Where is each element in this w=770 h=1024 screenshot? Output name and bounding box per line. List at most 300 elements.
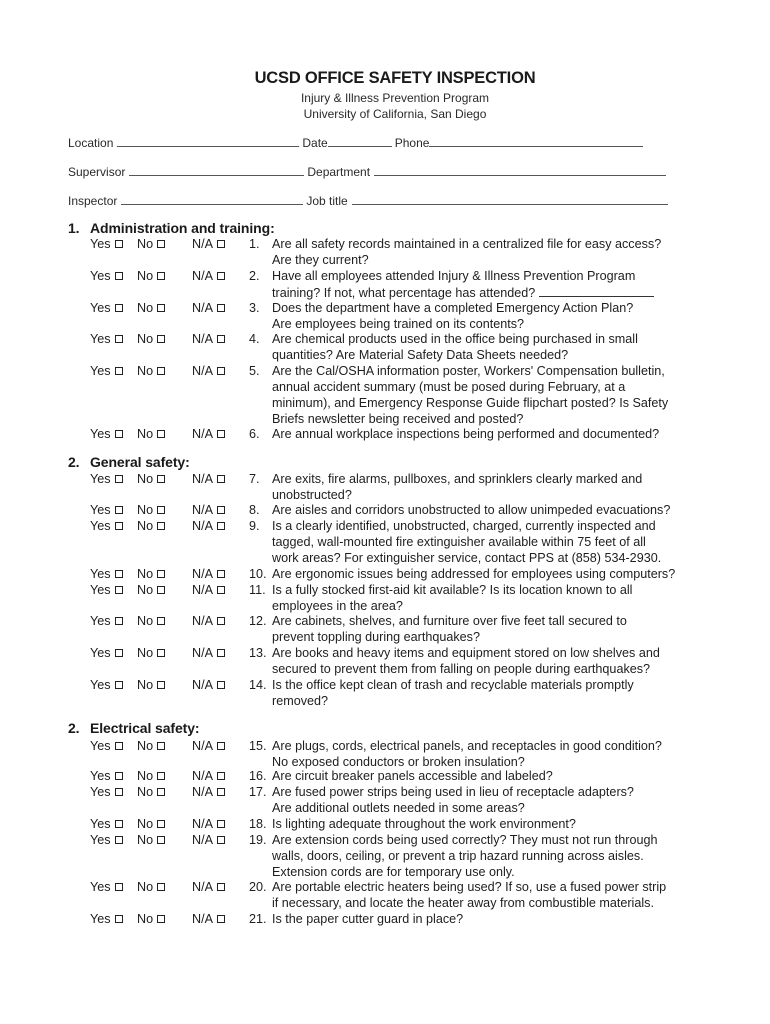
question-line-text: minimum), and Emergency Response Guide flipchart posted? Is Safety (272, 396, 669, 410)
question-text (272, 426, 722, 442)
checkbox-no-icon[interactable] (157, 742, 165, 750)
question-line (272, 911, 722, 927)
date-field[interactable] (328, 134, 392, 147)
question-line-text: Are employees being trained on its contents? (272, 317, 525, 331)
option-yes-label: Yes (90, 739, 111, 753)
checkbox-na-icon[interactable] (217, 788, 225, 796)
question-line (272, 598, 722, 614)
question-line (272, 379, 722, 395)
option-yes-label: Yes (90, 785, 111, 799)
checkbox-yes-icon[interactable] (115, 915, 123, 923)
checkbox-no-icon[interactable] (157, 772, 165, 780)
question-text (272, 236, 722, 268)
question-text (272, 911, 722, 927)
question-line (272, 300, 722, 316)
section-title: Electrical safety: (90, 720, 200, 736)
question-line (272, 347, 722, 363)
checkbox-yes-icon[interactable] (115, 742, 123, 750)
checkbox-na-icon[interactable] (217, 883, 225, 891)
question-line-text: Is lighting adequate throughout the work environment? (272, 817, 576, 831)
checkbox-no-icon[interactable] (157, 586, 165, 594)
question-line (272, 268, 722, 284)
field-row-inspector (68, 192, 671, 208)
question-text (272, 471, 722, 503)
checkbox-no-icon[interactable] (157, 430, 165, 438)
option-na[interactable] (192, 677, 225, 693)
option-no-label: No (137, 237, 154, 251)
checkbox-na-icon[interactable] (217, 742, 225, 750)
option-yes-label: Yes (90, 583, 111, 597)
option-yes-label: Yes (90, 427, 111, 441)
option-no-label: No (137, 301, 154, 315)
option-no[interactable] (137, 613, 165, 629)
checkbox-na-icon[interactable] (217, 570, 225, 578)
checkbox-yes-icon[interactable] (115, 586, 123, 594)
option-na-label: N/A (192, 912, 213, 926)
location-label: Location (68, 136, 114, 150)
option-yes-label: Yes (90, 519, 111, 533)
option-yes[interactable] (90, 879, 123, 895)
question-number: 7. (249, 472, 260, 486)
question-line (272, 502, 722, 518)
question-line (272, 331, 722, 347)
option-no-label: No (137, 332, 154, 346)
checkbox-na-icon[interactable] (217, 335, 225, 343)
inspector-field[interactable] (121, 192, 303, 205)
question-line-text: Is a clearly identified, unobstructed, charged, currently inspected and (272, 519, 656, 533)
question-line (272, 395, 722, 411)
option-na[interactable] (192, 502, 225, 518)
checkbox-no-icon[interactable] (157, 475, 165, 483)
checkbox-na-icon[interactable] (217, 649, 225, 657)
checkbox-na-icon[interactable] (217, 367, 225, 375)
question-number: 21. (249, 912, 267, 926)
checkbox-no-icon[interactable] (157, 836, 165, 844)
question-line-text: Are ergonomic issues being addressed for employees using computers? (272, 567, 676, 581)
option-yes[interactable] (90, 738, 123, 754)
option-na[interactable] (192, 816, 225, 832)
question-line-text: No exposed conductors or broken insulation? (272, 755, 525, 769)
option-yes-label: Yes (90, 880, 111, 894)
question-text (272, 784, 722, 816)
question-line-text: unobstructed? (272, 488, 352, 502)
question-number: 12. (249, 614, 267, 628)
option-yes[interactable] (90, 832, 123, 848)
section-heading (68, 720, 199, 736)
option-yes-label: Yes (90, 269, 111, 283)
option-na[interactable] (192, 268, 225, 284)
checkbox-no-icon[interactable] (157, 820, 165, 828)
checkbox-yes-icon[interactable] (115, 430, 123, 438)
question-line (272, 252, 722, 268)
option-na-label: N/A (192, 678, 213, 692)
option-na-label: N/A (192, 614, 213, 628)
checkbox-na-icon[interactable] (217, 586, 225, 594)
checkbox-yes-icon[interactable] (115, 772, 123, 780)
option-na[interactable] (192, 768, 225, 784)
field-row-location (68, 134, 646, 150)
option-na-label: N/A (192, 880, 213, 894)
option-na-label: N/A (192, 364, 213, 378)
question-line (272, 879, 722, 895)
option-no[interactable] (137, 645, 165, 661)
checkbox-yes-icon[interactable] (115, 570, 123, 578)
question-line (272, 236, 722, 252)
question-line (272, 550, 722, 566)
option-na[interactable] (192, 236, 225, 252)
checkbox-na-icon[interactable] (217, 240, 225, 248)
option-no[interactable] (137, 911, 165, 927)
option-no[interactable] (137, 566, 165, 582)
option-no-label: No (137, 614, 154, 628)
option-yes[interactable] (90, 566, 123, 582)
question-line (272, 426, 722, 442)
checkbox-na-icon[interactable] (217, 772, 225, 780)
option-no-label: No (137, 567, 154, 581)
checkbox-no-icon[interactable] (157, 240, 165, 248)
option-no[interactable] (137, 677, 165, 693)
checkbox-no-icon[interactable] (157, 367, 165, 375)
question-line (272, 645, 722, 661)
question-line (272, 534, 722, 550)
option-no[interactable] (137, 784, 165, 800)
question-line-text: if necessary, and locate the heater away from combustible materials. (272, 896, 654, 910)
checkbox-na-icon[interactable] (217, 506, 225, 514)
option-no[interactable] (137, 236, 165, 252)
option-no-label: No (137, 364, 154, 378)
question-line-text: Are fused power strips being used in lieu of receptacle adapters? (272, 785, 634, 799)
checkbox-yes-icon[interactable] (115, 475, 123, 483)
option-no-label: No (137, 833, 154, 847)
option-yes-label: Yes (90, 503, 111, 517)
question-line-text: Extension cords are for temporary use only. (272, 865, 515, 879)
option-yes[interactable] (90, 816, 123, 832)
question-line-text: Are exits, fire alarms, pullboxes, and sprinklers clearly marked and (272, 472, 643, 486)
department-label: Department (307, 165, 371, 179)
option-na[interactable] (192, 582, 225, 598)
option-yes[interactable] (90, 645, 123, 661)
option-na[interactable] (192, 566, 225, 582)
checkbox-na-icon[interactable] (217, 522, 225, 530)
option-na[interactable] (192, 518, 225, 534)
question-line (272, 864, 722, 880)
option-no[interactable] (137, 816, 165, 832)
question-line (272, 816, 722, 832)
checkbox-yes-icon[interactable] (115, 335, 123, 343)
field-row-supervisor (68, 163, 669, 179)
option-no[interactable] (137, 768, 165, 784)
question-number: 14. (249, 678, 267, 692)
option-no[interactable] (137, 471, 165, 487)
checkbox-na-icon[interactable] (217, 304, 225, 312)
option-no[interactable] (137, 268, 165, 284)
option-na[interactable] (192, 331, 225, 347)
option-na[interactable] (192, 911, 225, 927)
checkbox-no-icon[interactable] (157, 272, 165, 280)
option-yes-label: Yes (90, 614, 111, 628)
checkbox-na-icon[interactable] (217, 915, 225, 923)
option-no[interactable] (137, 832, 165, 848)
checkbox-na-icon[interactable] (217, 836, 225, 844)
date-label: Date (302, 136, 328, 150)
option-na[interactable] (192, 300, 225, 316)
option-na-label: N/A (192, 567, 213, 581)
job-title-label: Job title (306, 194, 348, 208)
checkbox-na-icon[interactable] (217, 681, 225, 689)
question-line-text: Are all safety records maintained in a centralized file for easy access? (272, 237, 662, 251)
option-na-label: N/A (192, 785, 213, 799)
question-text (272, 502, 722, 518)
option-no-label: No (137, 503, 154, 517)
question-line-text: Are books and heavy items and equipment stored on low shelves and (272, 646, 660, 660)
option-no[interactable] (137, 518, 165, 534)
question-number: 20. (249, 880, 267, 894)
option-na-label: N/A (192, 817, 213, 831)
option-na-label: N/A (192, 833, 213, 847)
option-no-label: No (137, 269, 154, 283)
option-na[interactable] (192, 879, 225, 895)
option-na-label: N/A (192, 301, 213, 315)
option-no[interactable] (137, 879, 165, 895)
question-number: 16. (249, 769, 267, 783)
option-no-label: No (137, 583, 154, 597)
checkbox-no-icon[interactable] (157, 617, 165, 625)
option-yes[interactable] (90, 426, 123, 442)
question-text (272, 363, 722, 427)
option-no[interactable] (137, 300, 165, 316)
question-line (272, 518, 722, 534)
option-no-label: No (137, 646, 154, 660)
question-line (272, 284, 722, 301)
option-na-label: N/A (192, 332, 213, 346)
question-line (272, 613, 722, 629)
question-number: 18. (249, 817, 267, 831)
option-na[interactable] (192, 471, 225, 487)
question-line-text: Are aisles and corridors unobstructed to allow unimpeded evacuations? (272, 503, 671, 517)
option-no[interactable] (137, 363, 165, 379)
option-na[interactable] (192, 645, 225, 661)
question-line (272, 363, 722, 379)
question-line (272, 677, 722, 693)
question-line-text: Are circuit breaker panels accessible and labeled? (272, 769, 553, 783)
question-line-text: Are cabinets, shelves, and furniture over five feet tall secured to (272, 614, 627, 628)
checkbox-yes-icon[interactable] (115, 272, 123, 280)
question-line (272, 487, 722, 503)
option-na-label: N/A (192, 237, 213, 251)
option-no-label: No (137, 769, 154, 783)
option-yes[interactable] (90, 784, 123, 800)
checkbox-no-icon[interactable] (157, 335, 165, 343)
question-number: 19. (249, 833, 267, 847)
supervisor-field[interactable] (129, 163, 304, 176)
checkbox-na-icon[interactable] (217, 820, 225, 828)
option-yes-label: Yes (90, 237, 111, 251)
location-field[interactable] (117, 134, 299, 147)
option-yes[interactable] (90, 502, 123, 518)
option-no-label: No (137, 472, 154, 486)
question-text (272, 582, 722, 614)
option-no[interactable] (137, 426, 165, 442)
question-line-text: Briefs newsletter being received and posted? (272, 412, 524, 426)
option-yes[interactable] (90, 363, 123, 379)
question-line-text: Is a fully stocked first-aid kit available? Is its location known to all (272, 583, 633, 597)
question-line-text: prevent toppling during earthquakes? (272, 630, 480, 644)
section-title: General safety: (90, 454, 190, 470)
question-line-text: quantities? Are Material Safety Data Sheets needed? (272, 348, 569, 362)
option-yes[interactable] (90, 768, 123, 784)
checkbox-yes-icon[interactable] (115, 367, 123, 375)
inspector-label: Inspector (68, 194, 118, 208)
question-text (272, 268, 722, 301)
question-number: 6. (249, 427, 260, 441)
option-yes-label: Yes (90, 567, 111, 581)
question-line-text: Are chemical products used in the office being purchased in small (272, 332, 638, 346)
option-na[interactable] (192, 832, 225, 848)
option-na-label: N/A (192, 427, 213, 441)
checkbox-na-icon[interactable] (217, 475, 225, 483)
option-no[interactable] (137, 331, 165, 347)
question-line-text: Is the office kept clean of trash and recyclable materials promptly (272, 678, 634, 692)
question-text (272, 300, 722, 332)
percentage-attended-field[interactable] (539, 284, 654, 297)
question-line-text: Are annual workplace inspections being performed and documented? (272, 427, 660, 441)
department-field[interactable] (374, 163, 666, 176)
question-line-text: work areas? For extinguisher service, contact PPS at (858) 534-2930. (272, 551, 662, 565)
checkbox-no-icon[interactable] (157, 570, 165, 578)
question-line-text: annual accident summary (must be posed during February, at a (272, 380, 626, 394)
question-line (272, 316, 722, 332)
checkbox-no-icon[interactable] (157, 506, 165, 514)
option-yes[interactable] (90, 331, 123, 347)
option-no-label: No (137, 519, 154, 533)
question-line-text: employees in the area? (272, 599, 403, 613)
checkbox-yes-icon[interactable] (115, 883, 123, 891)
section-number: 2. (68, 720, 80, 736)
option-na[interactable] (192, 613, 225, 629)
question-line (272, 800, 722, 816)
question-line (272, 693, 722, 709)
checkbox-yes-icon[interactable] (115, 649, 123, 657)
question-text (272, 331, 722, 363)
checkbox-no-icon[interactable] (157, 649, 165, 657)
option-no-label: No (137, 817, 154, 831)
section-heading (68, 454, 190, 470)
question-line (272, 661, 722, 677)
question-text (272, 832, 722, 880)
option-yes[interactable] (90, 677, 123, 693)
option-yes-label: Yes (90, 769, 111, 783)
section-heading (68, 220, 275, 236)
question-line-text: Have all employees attended Injury & Illness Prevention Program (272, 269, 636, 283)
question-line (272, 895, 722, 911)
option-no[interactable] (137, 582, 165, 598)
question-text (272, 566, 722, 582)
option-na-label: N/A (192, 739, 213, 753)
option-yes[interactable] (90, 300, 123, 316)
question-number: 3. (249, 301, 260, 315)
checkbox-yes-icon[interactable] (115, 240, 123, 248)
option-na[interactable] (192, 363, 225, 379)
checkbox-yes-icon[interactable] (115, 681, 123, 689)
option-yes[interactable] (90, 613, 123, 629)
option-yes[interactable] (90, 268, 123, 284)
job-title-field[interactable] (352, 192, 668, 205)
question-line-text: walls, doors, ceiling, or prevent a trip hazard running across aisles. (272, 849, 644, 863)
checkbox-na-icon[interactable] (217, 617, 225, 625)
option-yes[interactable] (90, 471, 123, 487)
question-text (272, 518, 722, 566)
question-number: 11. (249, 583, 266, 597)
question-number: 1. (249, 237, 260, 251)
question-line (272, 566, 722, 582)
question-line (272, 848, 722, 864)
checkbox-yes-icon[interactable] (115, 304, 123, 312)
program-subtitle: Injury & Illness Prevention Program (300, 91, 490, 105)
option-na[interactable] (192, 784, 225, 800)
checkbox-yes-icon[interactable] (115, 820, 123, 828)
option-na-label: N/A (192, 583, 213, 597)
question-line (272, 471, 722, 487)
question-line (272, 411, 722, 427)
question-text (272, 879, 722, 911)
checkbox-no-icon[interactable] (157, 304, 165, 312)
option-yes-label: Yes (90, 332, 111, 346)
question-line-text: Are the Cal/OSHA information poster, Workers' Compensation bulletin, (272, 364, 665, 378)
checkbox-no-icon[interactable] (157, 788, 165, 796)
question-number: 17. (249, 785, 267, 799)
checkbox-yes-icon[interactable] (115, 522, 123, 530)
checkbox-yes-icon[interactable] (115, 617, 123, 625)
checkbox-na-icon[interactable] (217, 430, 225, 438)
question-number: 15. (249, 739, 267, 753)
option-na-label: N/A (192, 646, 213, 660)
phone-field[interactable] (429, 134, 643, 147)
option-no-label: No (137, 739, 154, 753)
checkbox-no-icon[interactable] (157, 681, 165, 689)
checkbox-no-icon[interactable] (157, 883, 165, 891)
checkbox-no-icon[interactable] (157, 915, 165, 923)
question-line-text: training? If not, what percentage has attended? (272, 286, 536, 300)
checkbox-yes-icon[interactable] (115, 836, 123, 844)
option-yes[interactable] (90, 518, 123, 534)
checkbox-yes-icon[interactable] (115, 506, 123, 514)
option-na-label: N/A (192, 472, 213, 486)
option-yes[interactable] (90, 582, 123, 598)
option-yes-label: Yes (90, 364, 111, 378)
option-yes[interactable] (90, 911, 123, 927)
question-line-text: Are extension cords being used correctly? They must not run through (272, 833, 658, 847)
question-line-text: Are plugs, cords, electrical panels, and receptacles in good condition? (272, 739, 662, 753)
checkbox-no-icon[interactable] (157, 522, 165, 530)
option-na-label: N/A (192, 769, 213, 783)
question-line (272, 784, 722, 800)
option-no[interactable] (137, 502, 165, 518)
option-no-label: No (137, 912, 154, 926)
option-no-label: No (137, 785, 154, 799)
checkbox-na-icon[interactable] (217, 272, 225, 280)
checkbox-yes-icon[interactable] (115, 788, 123, 796)
option-no-label: No (137, 427, 154, 441)
option-no[interactable] (137, 738, 165, 754)
question-text (272, 768, 722, 784)
option-yes[interactable] (90, 236, 123, 252)
option-na[interactable] (192, 738, 225, 754)
option-yes-label: Yes (90, 301, 111, 315)
question-line-text: Are they current? (272, 253, 369, 267)
option-na[interactable] (192, 426, 225, 442)
question-line-text: Does the department have a completed Emergency Action Plan? (272, 301, 634, 315)
phone-label: Phone (394, 136, 430, 150)
